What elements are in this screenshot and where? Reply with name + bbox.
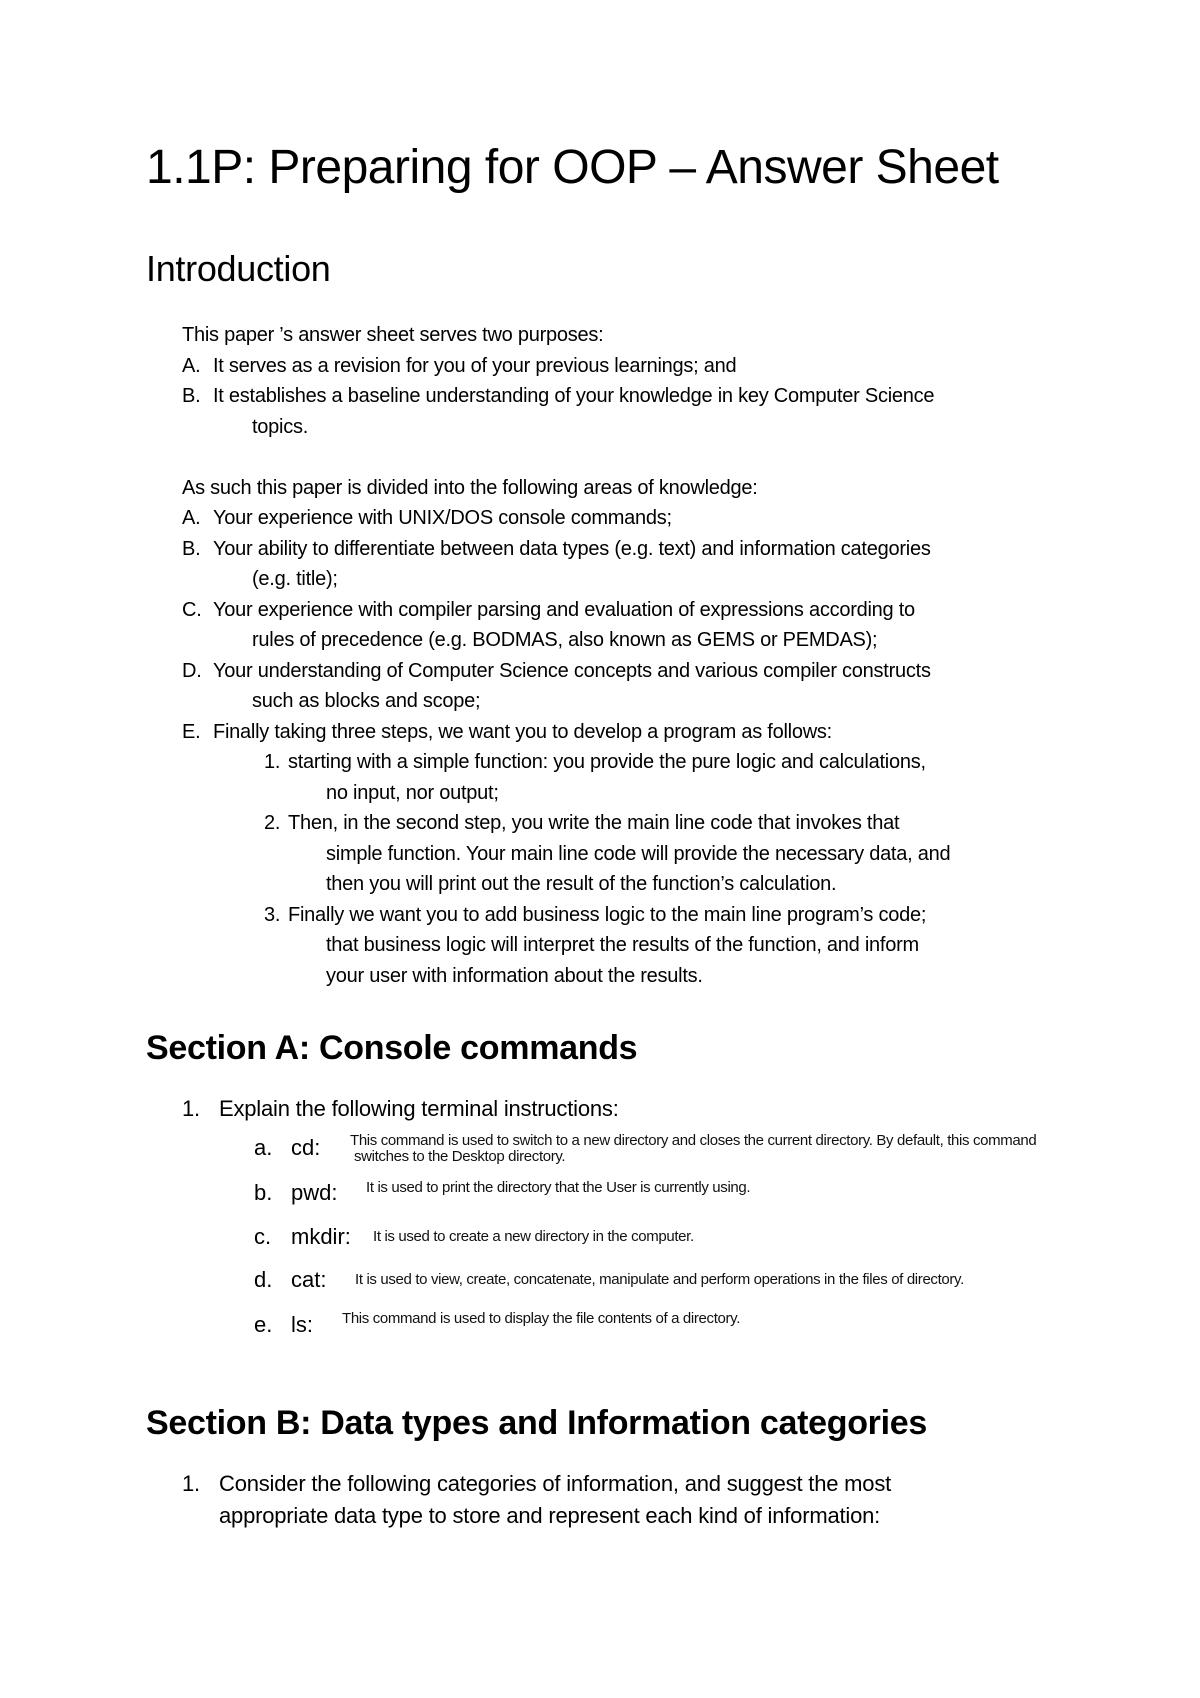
area-item: D. Your understanding of Computer Science concepts and various compiler constructs [182, 659, 931, 682]
area-item: A. Your experience with UNIX/DOS console commands; [182, 507, 672, 529]
command-answer-pwd: It is used to print the directory that the User is currently using. [366, 1179, 751, 1196]
area-item: C. Your experience with compiler parsing and evaluation of expressions according to [182, 598, 915, 621]
command-answer-cd-continuation: switches to the Desktop directory. [354, 1148, 566, 1165]
command-answer-mkdir: It is used to create a new directory in the computer. [373, 1228, 694, 1245]
step-item-continuation: simple function. Your main line code will provide the necessary data, and [326, 842, 951, 865]
command-item-cd: a. cd: [254, 1135, 321, 1160]
section-b-question: 1. Consider the following categories of information, and suggest the most [182, 1471, 892, 1496]
step-item: 2. Then, in the second step, you write the main line code that invokes that [264, 812, 900, 834]
step-item-continuation: that business logic will interpret the results of the function, and inform [326, 934, 919, 956]
step-item-continuation: then you will print out the result of the function’s calculation. [326, 873, 837, 895]
section-b-question-continuation: appropriate data type to store and represent each kind of information: [219, 1503, 881, 1528]
command-answer-ls: This command is used to display the file contents of a directory. [342, 1310, 741, 1327]
area-item-continuation: rules of precedence (e.g. BODMAS, also known as GEMS or PEMDAS); [252, 629, 878, 651]
command-item-mkdir: c. mkdir: [254, 1224, 351, 1249]
step-item-continuation: your user with information about the results. [326, 964, 703, 987]
command-item-ls: e. ls: [254, 1312, 313, 1337]
area-item-continuation: such as blocks and scope; [252, 690, 481, 712]
area-item: B. Your ability to differentiate between data types (e.g. text) and information categories [182, 537, 931, 560]
step-item: 3. Finally we want you to add business logic to the main line program’s code; [264, 903, 927, 926]
command-answer-cd: This command is used to switch to a new directory and closes the current directory. By default, this command [350, 1132, 1037, 1149]
command-item-cat: d. cat: [254, 1267, 327, 1292]
purpose-item: A. It serves as a revision for you of your previous learnings; and [182, 354, 737, 377]
area-item-continuation: (e.g. title); [252, 568, 338, 590]
step-item-continuation: no input, nor output; [326, 781, 499, 804]
page-title: 1.1P: Preparing for OOP – Answer Sheet [146, 141, 999, 194]
areas-intro: As such this paper is divided into the following areas of knowledge: [182, 476, 758, 499]
purpose-item-continuation: topics. [252, 415, 309, 438]
command-item-pwd: b. pwd: [254, 1180, 338, 1205]
section-b-heading: Section B: Data types and Information categories [146, 1404, 927, 1442]
step-item: 1. starting with a simple function: you provide the pure logic and calculations, [264, 751, 926, 773]
section-a-heading: Section A: Console commands [146, 1029, 638, 1067]
introduction-body [182, 320, 1082, 991]
introduction-heading: Introduction [146, 248, 331, 289]
area-item: E. Finally taking three steps, we want you to develop a program as follows: [182, 720, 832, 743]
purpose-item: B. It establishes a baseline understanding of your knowledge in key Computer Science [182, 385, 935, 407]
section-a-question: 1. Explain the following terminal instructions: [182, 1096, 619, 1121]
intro-text: This paper ’s answer sheet serves two purposes: [182, 324, 604, 346]
command-answer-cat: It is used to view, create, concatenate, manipulate and perform operations in the files of directory. [355, 1271, 964, 1288]
